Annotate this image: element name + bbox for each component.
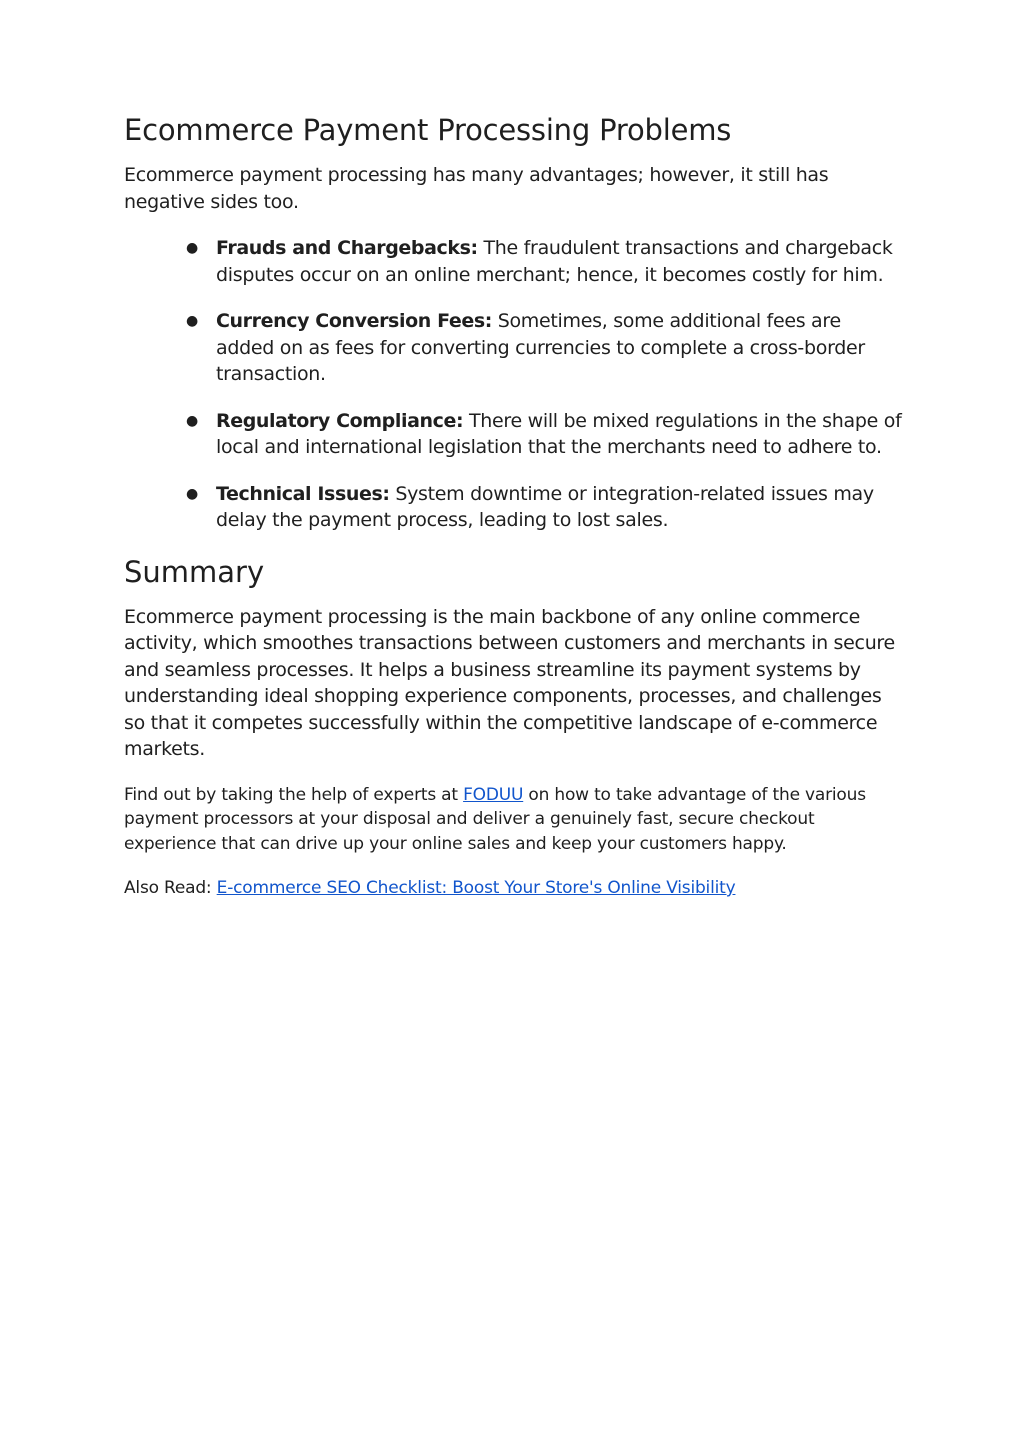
- also-read-label: Also Read:: [124, 878, 217, 898]
- also-read-link[interactable]: E-commerce SEO Checklist: Boost Your Store's Online Visibility: [216, 878, 736, 898]
- bullet-icon: ●: [186, 412, 198, 429]
- list-item: [186, 235, 904, 288]
- list-item-text: System downtime or integration-related issues may delay the payment process, leading to lost sales.: [216, 482, 874, 531]
- intro-paragraph: Ecommerce payment processing has many advantages; however, it still has negative sides too.: [124, 164, 829, 213]
- cta-text-after: on how to take advantage of the various payment processors at your disposal and deliver a genuinely fast, secure checkout experience that can drive up your online sales and keep your customers happy.: [124, 784, 866, 854]
- list-item: [186, 308, 904, 388]
- document-page: [124, 112, 904, 921]
- list-item-title: Frauds and Chargebacks:: [216, 237, 478, 259]
- bullet-icon: ●: [186, 485, 198, 502]
- list-item: [186, 481, 904, 534]
- bullet-icon: ●: [186, 240, 198, 256]
- list-item-text: The fraudulent transactions and chargeback disputes occur on an online merchant; hence, it becomes costly for him.: [216, 237, 893, 286]
- list-item-text: There will be mixed regulations in the shape of local and international legislation that the merchants need to adhere to.: [216, 409, 902, 458]
- list-item-text: Sometimes, some additional fees are added on as fees for converting currencies to complete a cross-border transaction.: [216, 310, 865, 385]
- list-item-title: Technical Issues:: [216, 482, 390, 505]
- cta-paragraph: [124, 783, 904, 857]
- foduu-link[interactable]: FODUU: [463, 784, 524, 805]
- list-item-title: Regulatory Compliance:: [216, 409, 464, 432]
- also-read: [124, 876, 904, 901]
- bullet-icon: ●: [186, 313, 198, 329]
- cta-text-before: Find out by taking the help of experts at: [124, 784, 464, 805]
- list-item: [186, 408, 904, 461]
- summary-paragraph: Ecommerce payment processing is the main backbone of any online commerce activity, which smoothes transactions between customers and merchants in secure and seamless processes. It helps a business streamline its payment systems by understanding ideal shopping experience components, processes, and challenges so that it competes successfully within the competitive landscape of e-commerce markets.: [124, 605, 895, 760]
- list-item-title: Currency Conversion Fees:: [216, 310, 492, 332]
- summary-heading: Summary: [124, 554, 265, 589]
- page-title: Ecommerce Payment Processing Problems: [124, 113, 732, 147]
- issues-list: [124, 235, 904, 534]
